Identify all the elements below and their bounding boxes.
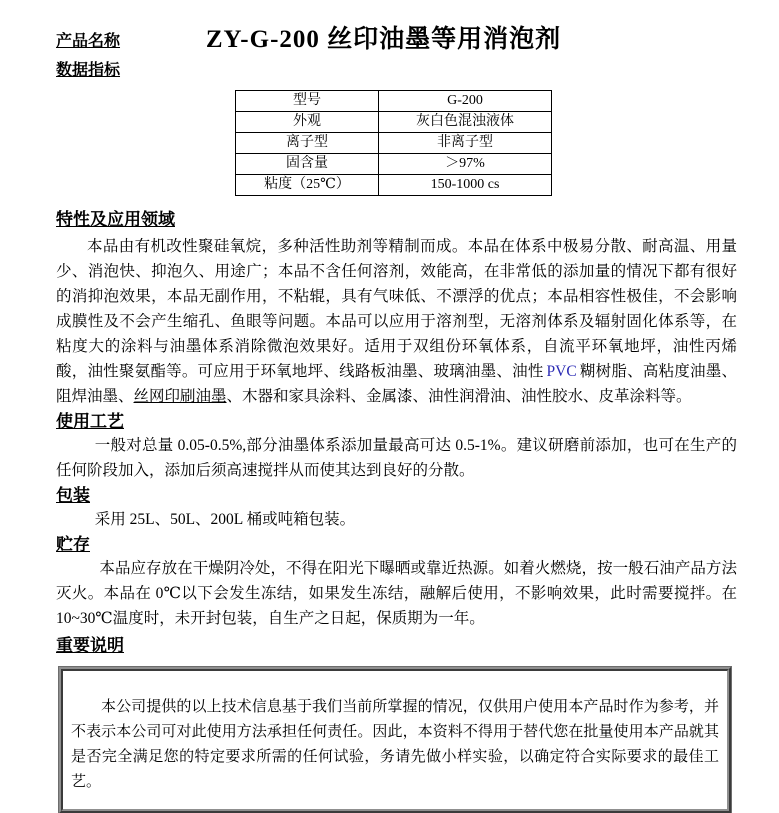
usage-paragraph: 一般对总量 0.05-0.5%,部分油墨体系添加量最高可达 0.5-1%。建议研磨前添加，也可在生产的任何阶段加入，添加后须高速搅拌从而使其达到良好的分散。	[56, 437, 737, 479]
product-name-label: 产品名称	[56, 33, 121, 50]
packaging-paragraph: 采用 25L、50L、200L 桶或吨箱包装。	[94, 511, 356, 528]
section-heading-features: 特性及应用领域	[56, 210, 175, 229]
spec-key: 型号	[236, 91, 379, 112]
spec-value: 灰白色混浊液体	[379, 112, 552, 133]
features-text-mid: 糊树脂、高粘度油墨、阻焊油墨、	[56, 363, 737, 405]
storage-paragraph: 本品应存放在干燥阴冷处，不得在阳光下曝晒或靠近热源。如着火燃烧，按一般石油产品方法灭火。本品在 0℃以下会发生冻结，如果发生冻结，融解后使用，不影响效果，此时需要搅拌。在 10~30℃温度时，未开封包装，自生产之日起，保质期为一年。	[56, 560, 737, 627]
spec-key: 外观	[236, 112, 379, 133]
spec-value: G-200	[379, 91, 552, 112]
section-heading-storage: 贮存	[56, 535, 90, 554]
spec-value: 150-1000 cs	[379, 175, 552, 196]
features-text-before-pvc: 本品由有机改性聚硅氧烷，多种活性助剂等精制而成。本品在体系中极易分散、耐高温、用量少、消泡快、抑泡久、用途广；本品不含任何溶剂，效能高，在非常低的添加量的情况下都有很好的消抑泡效果，本品无副作用，不粘辊，具有气味低、不漂浮的优点；本品相容性极佳，不会影响成膜性及不会产生缩孔、鱼眼等问题。本品可以应用于溶剂型，无溶剂体系及辐射固化体系等，在粘度大的涂料与油墨体系消除微泡效果好。适用于双组份环氧体系，自流平环氧地坪，油性丙烯酸，油性聚氨酯等。可应用于环氧地坪、线路板油墨、玻璃油墨、油性	[56, 238, 737, 380]
data-indicators-label: 数据指标	[56, 62, 121, 79]
section-heading-packaging: 包装	[56, 486, 90, 505]
section-heading-usage: 使用工艺	[56, 412, 124, 431]
spec-row	[236, 175, 552, 196]
features-text-tail: 、木器和家具涂料、金属漆、油性润滑油、油性胶水、皮革涂料等。	[226, 388, 692, 405]
spec-row	[236, 112, 552, 133]
spec-key: 离子型	[236, 133, 379, 154]
notice-paragraph: 本公司提供的以上技术信息基于我们当前所掌握的情况，仅供用户使用本产品时作为参考，并不表示本公司可对此使用方法承担任何责任。因此，本资料不得用于替代您在批量使用本产品就其是否完全满足您的特定要求所需的任何试验，务请先做小样实验，以确定符合实际要求的最佳工艺。	[71, 699, 719, 790]
section-heading-notice: 重要说明	[56, 636, 124, 655]
spec-row	[236, 133, 552, 154]
spec-value: ＞97%	[379, 154, 552, 175]
spec-key: 固含量	[236, 154, 379, 175]
spec-table	[235, 90, 552, 196]
spec-value: 非离子型	[379, 133, 552, 154]
spec-key: 粘度（25℃）	[236, 175, 379, 196]
spec-row	[236, 91, 552, 112]
spec-row	[236, 154, 552, 175]
notice-box	[59, 667, 731, 813]
features-paragraph	[56, 234, 737, 409]
pvc-text: PVC	[546, 363, 577, 380]
underlined-phrase: 丝网印刷油墨	[133, 388, 227, 405]
document-header	[56, 24, 737, 56]
doc-title: ZY-G-200 丝印油墨等用消泡剂	[205, 26, 562, 53]
